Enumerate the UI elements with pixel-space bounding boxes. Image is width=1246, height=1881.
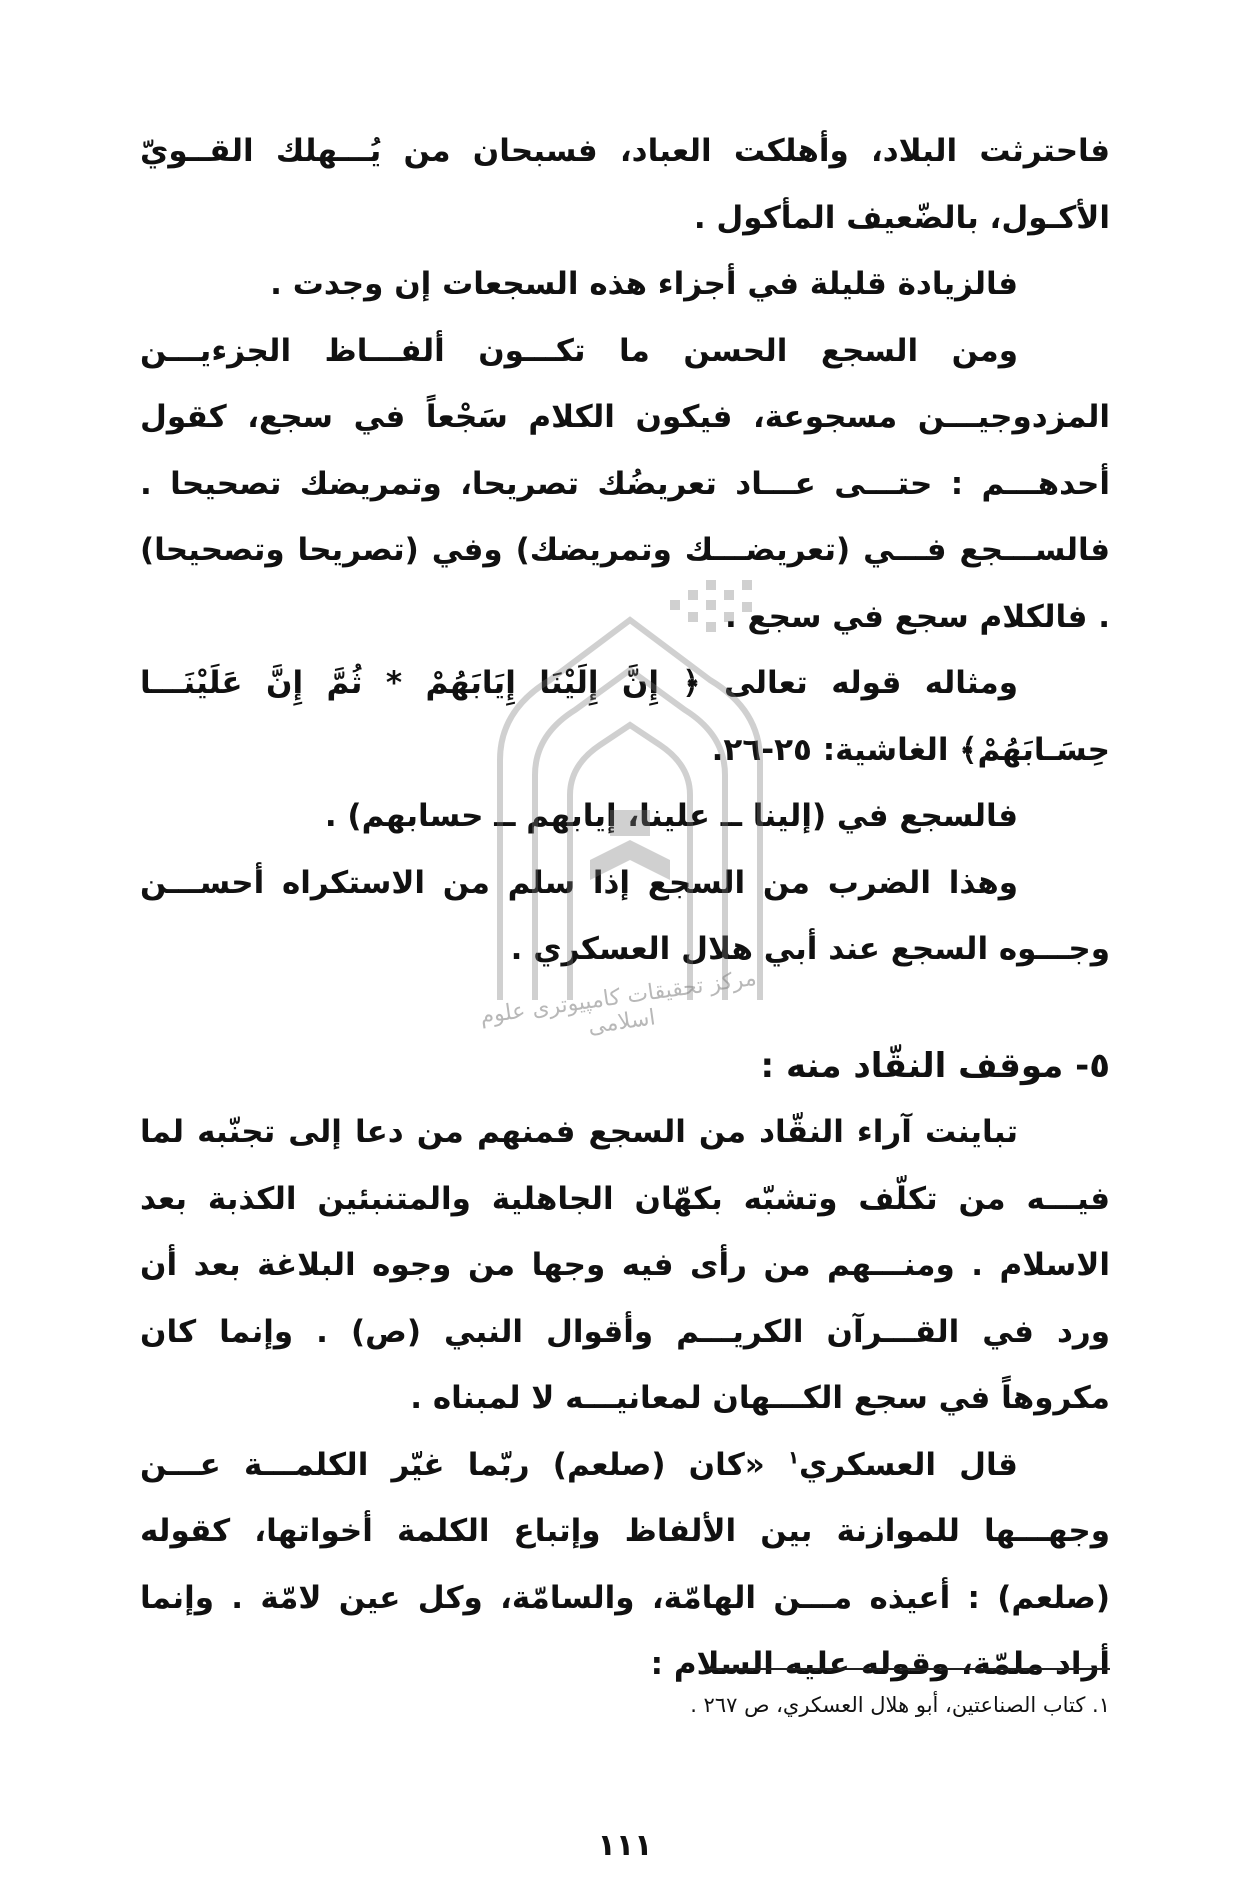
section-heading: ٥- موقف النقّاد منه : <box>760 1045 1110 1086</box>
paragraph-2: فالزيادة قليلة في أجزاء هذه السجعات إن وجدت . <box>270 266 1018 302</box>
paragraph-4-quran-quote: ومثاله قوله تعالى ﴿ إِنَّ إِلَيْنَا إِيَابَهُمْ * ثُمَّ إِنَّ عَلَيْنَـــا حِسَـابَهُمْ﴾ الغاشية: ٢٥-٢٦. <box>140 665 1110 768</box>
footnote: ١. كتاب الصناعتين، أبو هلال العسكري، ص ٢٦٧ . <box>690 1693 1110 1717</box>
paragraph-5: فالسجع في (إلينا ــ علينا، إيابهم ــ حسابهم) . <box>324 798 1018 834</box>
paragraph-8-rest: «كان (صلعم) ربّما غيّر الكلمـــة عـــن وجهـــها للموازنة بين الألفاظ وإتباع الكلمة أخواتها، كقوله (صلعم) : أعيذه مـــن الهامّة، والسامّة، وكل عين لامّة . وإنما أراد ملمّة، وقوله عليه السلام : <box>140 1446 1110 1682</box>
paragraph-8 <box>140 1432 1110 1698</box>
watermark-text: مرکز تحقیقات کامپیوتری علوم اسلامی <box>478 965 758 1040</box>
paragraph-6: وهذا الضرب من السجع إذا سلم من الاستكراه أحســـن وجـــوه السجع عند أبي هلال العسكري . <box>140 864 1110 967</box>
footnote-reference: ١ <box>787 1447 799 1469</box>
paragraph-7: تباينت آراء النقّاد من السجع فمنهم من دعا إلى تجنّبه لما فيـــه من تكلّف وتشبّه بكهّان الجاهلية والمتنبئين الكذبة بعد الاسلام . ومنـــهم من رأى فيه وجها من وجوه البلاغة بعد أن ورد في القـــرآن الكريـــم وأقوال النبي (ص) . وإنما كان مكروهاً في سجع الكـــهان لمعانيـــه لا لمبناه . <box>140 1114 1110 1416</box>
body-text <box>140 118 1110 1698</box>
paragraph-3: ومن السجع الحسن ما تكـــون ألفـــاظ الجزءيـــن المزدوجيـــن مسجوعة، فيكون الكلام سَجْعاً في سجع، كقول أحدهـــم : حتـــى عـــاد تعريضُك تصريحا، وتمريضك تصحيحا . فالســـجع فـــي (تعريضـــك وتمريضك) وفي (تصريحا وتصحيحا) . فالكلام سجع في سجع . <box>140 332 1110 635</box>
page-number: ١١١ <box>597 1828 653 1863</box>
footnote-separator <box>705 1668 1110 1670</box>
paragraph-8-start: قال العسكري <box>798 1446 1018 1483</box>
paragraph-1: فاحترثت البلاد، وأهلكت العباد، فسبحان من يُـــهلك القــويّ الأكـول، بالضّعيف المأكول . <box>140 133 1110 236</box>
